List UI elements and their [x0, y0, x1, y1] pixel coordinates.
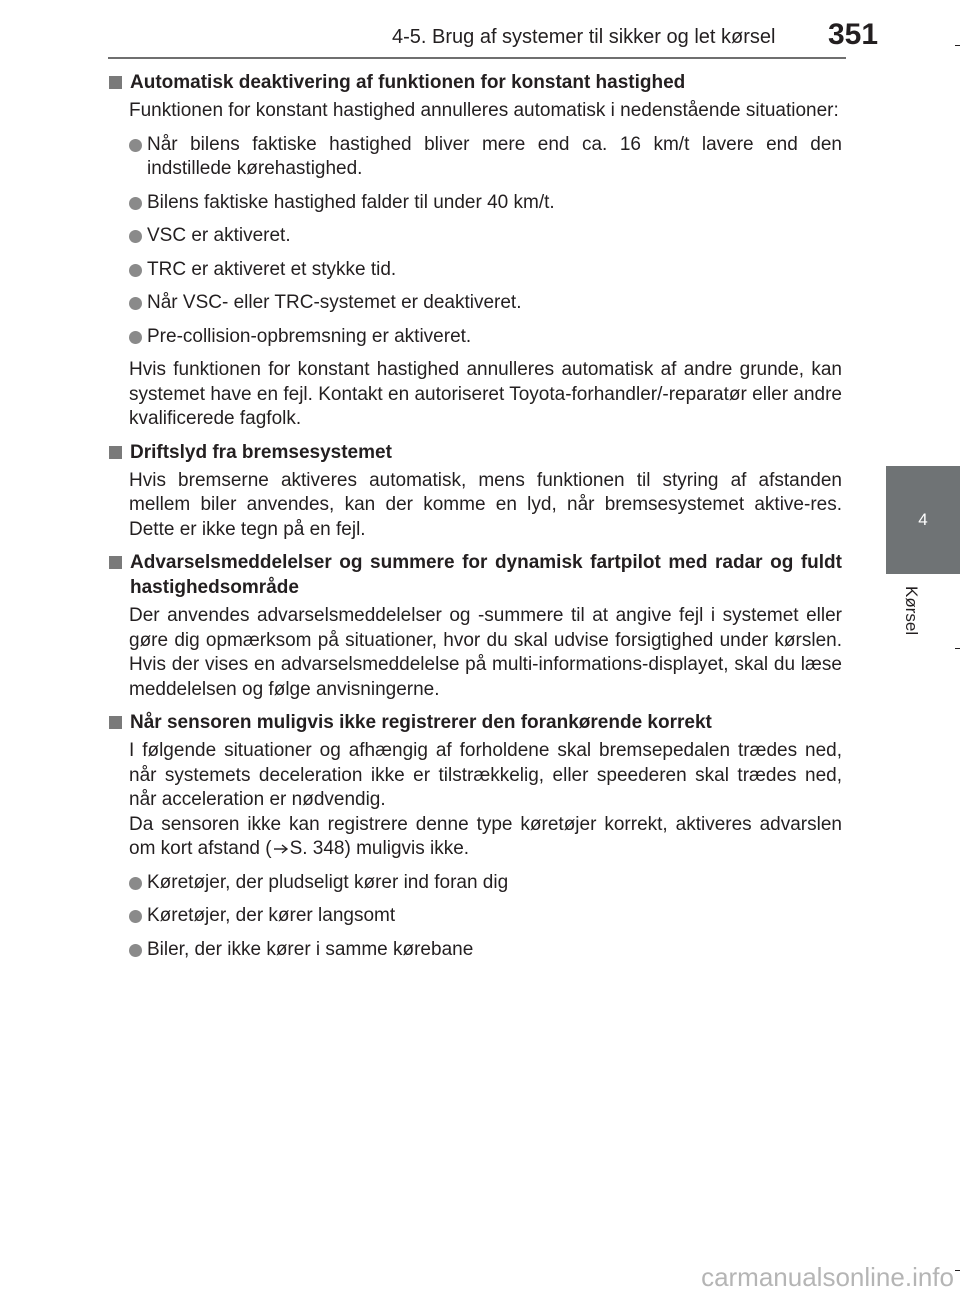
square-bullet-icon — [109, 446, 122, 459]
list-item: Pre-collision-opbremsning er aktiveret. — [108, 325, 842, 350]
round-bullet-icon — [129, 910, 142, 923]
chapter-tab — [886, 466, 960, 574]
list-item: VSC er aktiveret. — [108, 224, 842, 249]
square-bullet-icon — [109, 716, 122, 729]
section-heading: Når sensoren muligvis ikke registrerer den forankørende korrekt — [108, 710, 842, 735]
round-bullet-icon — [129, 264, 142, 277]
square-bullet-icon — [109, 556, 122, 569]
section-heading: Advarselsmeddelelser og summere for dynamisk fartpilot med radar og fuldt hastighedsområde — [108, 550, 842, 600]
section-paragraph: Hvis bremserne aktiveres automatisk, mens funktionen til styring af afstanden mellem biler anvendes, kan der komme en lyd, når bremsesystemet aktive-res. Dette er ikke tegn på en fejl. — [129, 469, 842, 540]
list-item: Biler, der ikke kører i samme kørebane — [108, 938, 842, 963]
section-paragraph: Da sensoren ikke kan registrere denne type køretøjer korrekt, aktiveres advarslen om kort afstand ( S. 348) muligvis ikke. — [129, 813, 842, 859]
section-heading: Driftslyd fra bremsesystemet — [108, 440, 842, 465]
crop-mark-bottom-right — [955, 1270, 960, 1271]
watermark: carmanualsonline.info — [701, 1262, 954, 1292]
list-item: TRC er aktiveret et stykke tid. — [108, 258, 842, 283]
header-rule — [108, 57, 846, 59]
square-bullet-icon — [109, 76, 122, 89]
page-number: 351 — [828, 18, 879, 51]
section-paragraph: Der anvendes advarselsmeddelelser og -summere til at angive fejl i systemet eller gøre dig opmærksom på situationer, hvor du skal udvise forsigtighed under kørslen. Hvis der vises en advarselsmeddelelse på multi-informations-displayet, skal du læse meddelelsen og følge anvisningerne. — [129, 605, 842, 700]
round-bullet-icon — [129, 139, 142, 152]
running-header-title: 4-5. Brug af systemer til sikker og let kørsel — [392, 26, 776, 48]
list-item: Når bilens faktiske hastighed bliver mere end ca. 16 km/t lavere end den indstillede kørehastighed. — [108, 133, 842, 182]
section-paragraph: Hvis funktionen for konstant hastighed annulleres automatisk af andre grunde, kan systemet have en fejl. Kontakt en autoriseret Toyota-forhandler/-reparatør eller andre kvalificerede fagfolk. — [129, 359, 842, 429]
round-bullet-icon — [129, 297, 142, 310]
list-item: Bilens faktiske hastighed falder til under 40 km/t. — [108, 191, 842, 216]
section-heading: Automatisk deaktivering af funktionen for konstant hastighed — [108, 70, 842, 95]
round-bullet-icon — [129, 877, 142, 890]
arrow-right-icon — [273, 843, 289, 855]
crop-mark-mid-right — [955, 648, 960, 649]
page-reference-link[interactable]: S. 348 — [289, 838, 345, 859]
round-bullet-icon — [129, 230, 142, 243]
round-bullet-icon — [129, 197, 142, 210]
page-content — [108, 70, 842, 962]
list-item: Køretøjer, der kører langsomt — [108, 904, 842, 929]
list-item: Køretøjer, der pludseligt kører ind foran dig — [108, 871, 842, 896]
round-bullet-icon — [129, 331, 142, 344]
round-bullet-icon — [129, 944, 142, 957]
chapter-tab-label: Kørsel — [902, 586, 921, 636]
list-item: Når VSC- eller TRC-systemet er deaktiveret. — [108, 291, 842, 316]
section-paragraph: Funktionen for konstant hastighed annulleres automatisk i nedenstående situationer: — [129, 100, 839, 121]
chapter-tab-number: 4 — [918, 510, 928, 529]
crop-mark-top-right — [955, 45, 960, 46]
section-paragraph: I følgende situationer og afhængig af forholdene skal bremsepedalen trædes ned, når systemets deceleration ikke er tilstrækkelig, eller speederen skal trædes ned, når acceleration er nødvendig. — [129, 740, 842, 810]
